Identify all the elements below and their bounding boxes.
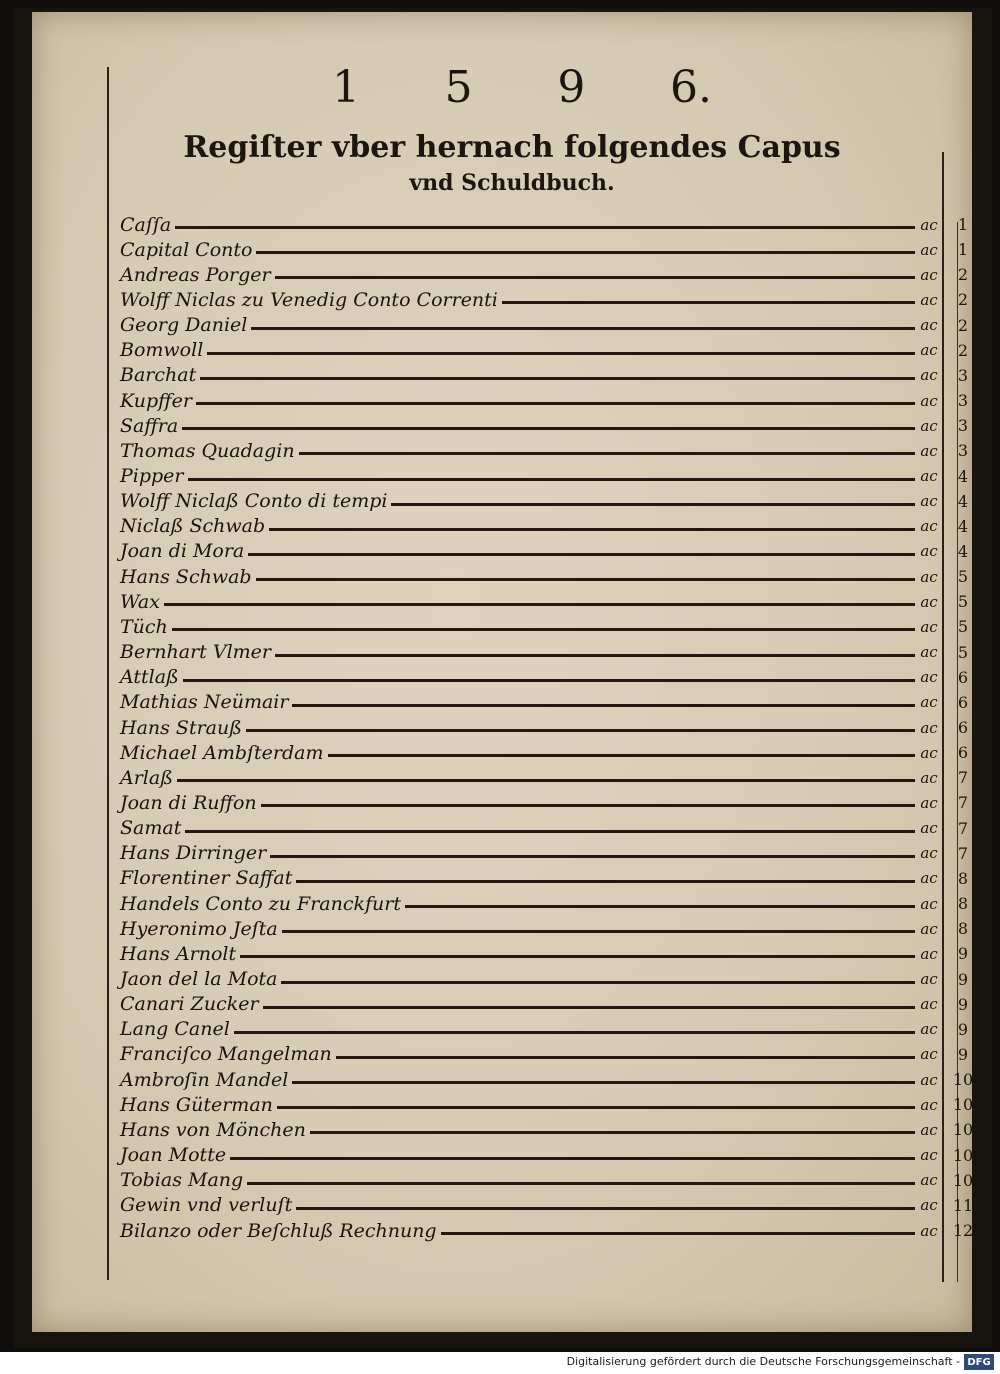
entry-name: Andreas Porger bbox=[120, 263, 271, 286]
dash-leader bbox=[441, 1232, 915, 1235]
register-entry bbox=[120, 1042, 975, 1067]
entry-ac-label: ac bbox=[920, 970, 938, 988]
entry-ac-label: ac bbox=[920, 416, 938, 435]
entry-name: Joan Motte bbox=[120, 1144, 227, 1167]
entry-page-number: 12 bbox=[952, 1221, 974, 1240]
entry-name: Tobias Mang bbox=[120, 1169, 244, 1192]
register-entry bbox=[120, 690, 975, 715]
dash-leader bbox=[246, 729, 915, 732]
entry-ac-label: ac bbox=[920, 1171, 938, 1190]
entry-ac-label: ac bbox=[920, 819, 938, 838]
register-entry bbox=[120, 841, 975, 866]
dash-leader bbox=[185, 830, 915, 833]
entry-ac-label: ac bbox=[920, 467, 938, 485]
dash-leader bbox=[177, 779, 915, 782]
entry-page-number: 8 bbox=[957, 868, 969, 888]
dash-leader bbox=[391, 503, 915, 506]
entry-name: Tüch bbox=[120, 615, 168, 638]
entry-ac-label: ac bbox=[920, 366, 938, 385]
register-entry bbox=[120, 1143, 975, 1168]
year-digit: 5 bbox=[444, 62, 473, 113]
entry-ac-label: ac bbox=[920, 567, 938, 586]
entry-page-number: 4 bbox=[957, 491, 969, 511]
entry-name: Kupffer bbox=[120, 389, 192, 412]
entry-ac-label: ac bbox=[920, 341, 938, 360]
register-entry bbox=[120, 262, 975, 287]
entry-ac-label: ac bbox=[920, 1146, 938, 1165]
dash-leader bbox=[248, 553, 915, 556]
dash-leader bbox=[256, 251, 915, 254]
register-entry bbox=[120, 1017, 975, 1042]
entry-page-number: 11 bbox=[952, 1195, 974, 1215]
entry-page-number: 6 bbox=[957, 718, 969, 737]
entry-name: Saffra bbox=[120, 414, 179, 437]
register-entry bbox=[120, 413, 975, 438]
entry-ac-label: ac bbox=[920, 1020, 938, 1039]
register-entry bbox=[120, 1067, 975, 1092]
entry-page-number: 3 bbox=[957, 441, 969, 461]
dash-leader bbox=[234, 1031, 915, 1034]
dash-leader bbox=[275, 276, 915, 279]
entry-page-number: 6 bbox=[957, 692, 969, 712]
register-entry bbox=[120, 665, 975, 690]
register-entry bbox=[120, 237, 975, 262]
entry-name: Hyeronimo Jeſta bbox=[120, 917, 278, 940]
entry-name: Jaon del la Mota bbox=[120, 968, 278, 990]
register-entry bbox=[120, 816, 975, 841]
register-entry bbox=[120, 916, 975, 941]
entry-ac-label: ac bbox=[920, 316, 938, 335]
register-entry bbox=[120, 564, 975, 589]
entry-ac-label: ac bbox=[920, 391, 938, 410]
entry-name: Wolff Niclaß Conto di tempi bbox=[120, 490, 388, 513]
entry-ac-label: ac bbox=[920, 793, 938, 812]
dash-leader bbox=[230, 1157, 915, 1160]
dfg-logo: DFG bbox=[964, 1354, 994, 1370]
entry-name: Thomas Quadagin bbox=[120, 439, 295, 462]
entry-name: Georg Daniel bbox=[120, 314, 248, 337]
register-title: Regiſter vber hernach folgendes Capus bbox=[183, 130, 841, 165]
dash-leader bbox=[182, 427, 915, 430]
register-entry bbox=[120, 1218, 975, 1243]
register-entry bbox=[120, 539, 975, 564]
entry-name: Niclaß Schwab bbox=[120, 515, 266, 538]
footer-bar bbox=[0, 1352, 1000, 1374]
entry-ac-label: ac bbox=[920, 1070, 938, 1089]
entry-ac-label: ac bbox=[920, 1196, 938, 1215]
dash-leader bbox=[183, 679, 915, 682]
dash-leader bbox=[247, 1182, 915, 1185]
entry-name: Hans von Mönchen bbox=[120, 1118, 306, 1141]
dash-leader bbox=[240, 955, 915, 958]
entry-page-number: 8 bbox=[957, 894, 969, 914]
register-entry bbox=[120, 388, 975, 413]
entry-name: Hans Güterman bbox=[120, 1093, 273, 1116]
entry-ac-label: ac bbox=[920, 894, 938, 913]
year-heading bbox=[332, 62, 712, 112]
entry-name: Canari Zucker bbox=[120, 993, 259, 1016]
entry-name: Wolff Niclas zu Venedig Conto Correnti bbox=[120, 288, 498, 311]
entry-name: Michael Ambſterdam bbox=[120, 741, 324, 764]
entry-page-number: 10 bbox=[952, 1095, 974, 1115]
entry-page-number: 2 bbox=[957, 315, 969, 335]
register-entry bbox=[120, 338, 975, 363]
entry-page-number: 5 bbox=[957, 617, 969, 637]
register-entry bbox=[120, 489, 975, 514]
entry-ac-label: ac bbox=[920, 944, 938, 963]
register-entry bbox=[120, 992, 975, 1017]
entry-page-number: 10 bbox=[952, 1120, 974, 1140]
entry-name: Joan di Ruffon bbox=[120, 791, 257, 814]
entry-name: Pipper bbox=[120, 465, 184, 487]
entry-page-number: 7 bbox=[957, 793, 969, 813]
register-entry bbox=[120, 212, 975, 237]
dash-leader bbox=[502, 301, 915, 304]
dash-leader bbox=[296, 1207, 915, 1210]
left-margin-rule bbox=[107, 67, 109, 1280]
entry-name: Hans Schwab bbox=[120, 565, 252, 588]
entry-page-number: 1 bbox=[957, 215, 969, 234]
entry-name: Mathias Neümair bbox=[120, 691, 289, 714]
register-entry bbox=[120, 891, 975, 916]
entry-page-number: 9 bbox=[957, 1044, 969, 1064]
entry-page-number: 7 bbox=[957, 818, 969, 838]
register-entry bbox=[120, 790, 975, 815]
entry-ac-label: ac bbox=[920, 1045, 938, 1064]
dash-leader bbox=[196, 402, 915, 405]
entry-name: Lang Canel bbox=[120, 1018, 230, 1041]
entry-page-number: 5 bbox=[957, 567, 969, 587]
dash-leader bbox=[282, 930, 915, 933]
entry-ac-label: ac bbox=[920, 290, 938, 309]
entry-name: Hans Dirringer bbox=[120, 842, 267, 865]
entry-ac-label: ac bbox=[920, 542, 938, 561]
register-entry bbox=[120, 514, 975, 539]
entry-ac-label: ac bbox=[920, 265, 938, 284]
dash-leader bbox=[277, 1106, 915, 1109]
entry-page-number: 6 bbox=[957, 667, 969, 687]
register-entry bbox=[120, 765, 975, 790]
register-entry bbox=[120, 640, 975, 665]
year-digit: 1 bbox=[332, 62, 360, 113]
entry-name: Hans Arnolt bbox=[120, 942, 237, 965]
entry-ac-label: ac bbox=[920, 592, 938, 611]
dash-leader bbox=[270, 855, 915, 858]
entry-ac-label: ac bbox=[920, 517, 938, 536]
entry-ac-label: ac bbox=[920, 240, 938, 259]
entry-name: Franciſco Mangelman bbox=[120, 1043, 332, 1066]
register-subtitle: vnd Schuldbuch. bbox=[409, 170, 615, 196]
entry-page-number: 6 bbox=[957, 743, 969, 763]
entry-name: Wax bbox=[120, 590, 160, 613]
year-digit: 9 bbox=[557, 62, 586, 113]
entry-page-number: 4 bbox=[957, 466, 969, 486]
entry-name: Samat bbox=[120, 817, 182, 840]
dash-leader bbox=[336, 1056, 915, 1059]
dash-leader bbox=[292, 704, 915, 707]
entry-page-number: 2 bbox=[957, 265, 969, 285]
dash-leader bbox=[269, 528, 915, 531]
register-entry bbox=[120, 715, 975, 740]
entry-name: Barchat bbox=[120, 364, 197, 387]
entry-name: Capital Conto bbox=[120, 238, 253, 261]
year-digit: 6. bbox=[670, 62, 712, 113]
entry-ac-label: ac bbox=[920, 768, 938, 787]
register-entry bbox=[120, 589, 975, 614]
entry-ac-label: ac bbox=[920, 617, 938, 636]
entry-page-number: 4 bbox=[957, 541, 969, 561]
entry-name: Arlaß bbox=[120, 766, 173, 789]
entry-page-number: 1 bbox=[957, 240, 969, 260]
entry-page-number: 3 bbox=[957, 391, 969, 411]
entry-page-number: 7 bbox=[957, 843, 969, 863]
register-entry bbox=[120, 614, 975, 639]
entry-page-number: 9 bbox=[957, 969, 969, 989]
dash-leader bbox=[261, 804, 915, 807]
dash-leader bbox=[281, 981, 915, 984]
footer-credit: Digitalisierung gefördert durch die Deutsche Forschungsgemeinschaft - bbox=[566, 1355, 960, 1368]
entry-name: Bomwoll bbox=[120, 339, 204, 362]
entry-ac-label: ac bbox=[920, 743, 938, 762]
dash-leader bbox=[292, 1081, 915, 1084]
dash-leader bbox=[328, 754, 916, 757]
dash-leader bbox=[296, 880, 915, 883]
dash-leader bbox=[172, 628, 915, 631]
entry-ac-label: ac bbox=[920, 919, 938, 938]
register-entry bbox=[120, 464, 975, 489]
dash-leader bbox=[405, 905, 915, 908]
entry-name: Ambroſin Mandel bbox=[120, 1068, 289, 1091]
entry-ac-label: ac bbox=[920, 492, 938, 511]
register-entry bbox=[120, 967, 975, 992]
entry-ac-label: ac bbox=[920, 718, 938, 737]
entry-page-number: 8 bbox=[957, 919, 969, 939]
entry-ac-label: ac bbox=[920, 668, 938, 687]
dash-leader bbox=[256, 578, 915, 581]
register-entry bbox=[120, 363, 975, 388]
entry-page-number: 9 bbox=[957, 994, 969, 1014]
entry-page-number: 10 bbox=[952, 1145, 974, 1165]
entry-page-number: 9 bbox=[957, 1019, 969, 1039]
entry-ac-label: ac bbox=[920, 1095, 938, 1114]
entry-page-number: 2 bbox=[957, 340, 969, 360]
entry-name: Hans Strauß bbox=[120, 716, 242, 739]
entry-page-number: 10 bbox=[952, 1070, 974, 1090]
dash-leader bbox=[263, 1006, 915, 1009]
register-entry bbox=[120, 1092, 975, 1117]
register-entry bbox=[120, 740, 975, 765]
entry-ac-label: ac bbox=[920, 693, 938, 712]
entry-page-number: 3 bbox=[957, 416, 969, 436]
entry-ac-label: ac bbox=[920, 643, 938, 662]
dash-leader bbox=[310, 1131, 915, 1134]
entry-ac-label: ac bbox=[920, 441, 938, 460]
entry-page-number: 9 bbox=[957, 944, 969, 964]
dash-leader bbox=[175, 226, 915, 229]
entry-name: Florentiner Saffat bbox=[120, 867, 293, 890]
entry-page-number: 2 bbox=[957, 290, 969, 310]
entry-name: Attlaß bbox=[120, 666, 179, 689]
register-entry bbox=[120, 287, 975, 312]
entry-name: Handels Conto zu Franckfurt bbox=[120, 892, 401, 915]
dash-leader bbox=[207, 352, 915, 355]
entry-name: Bernhart Vlmer bbox=[120, 641, 271, 664]
entry-name: Joan di Mora bbox=[120, 540, 245, 563]
register-entry bbox=[120, 438, 975, 463]
register-entry bbox=[120, 866, 975, 891]
dash-leader bbox=[200, 377, 915, 380]
entry-ac-label: ac bbox=[920, 995, 938, 1014]
entry-name: Bilanzo oder Beſchluß Rechnung bbox=[120, 1219, 437, 1242]
entry-ac-label: ac bbox=[920, 844, 938, 863]
dash-leader bbox=[299, 452, 915, 455]
entry-page-number: 7 bbox=[957, 768, 969, 788]
register-entry bbox=[120, 1168, 975, 1193]
entry-ac-label: ac bbox=[920, 1120, 938, 1139]
entry-page-number: 3 bbox=[957, 365, 969, 385]
entry-ac-label: ac bbox=[920, 869, 938, 888]
entry-page-number: 4 bbox=[957, 516, 969, 536]
entry-page-number: 5 bbox=[957, 592, 969, 612]
register-entry bbox=[120, 1117, 975, 1142]
register-entry bbox=[120, 313, 975, 338]
book-page bbox=[32, 12, 972, 1332]
entry-name: Caſſa bbox=[120, 213, 172, 236]
entry-page-number: 10 bbox=[952, 1170, 974, 1190]
entry-page-number: 5 bbox=[957, 642, 969, 662]
entry-ac-label: ac bbox=[920, 215, 938, 234]
dash-leader bbox=[275, 654, 915, 657]
entry-name: Gewin vnd verluſt bbox=[120, 1194, 293, 1217]
entry-ac-label: ac bbox=[920, 1221, 938, 1240]
register-entry bbox=[120, 941, 975, 966]
register-entry bbox=[120, 1193, 975, 1218]
dash-leader bbox=[251, 327, 915, 330]
dash-leader bbox=[188, 478, 915, 481]
dash-leader bbox=[164, 603, 915, 606]
